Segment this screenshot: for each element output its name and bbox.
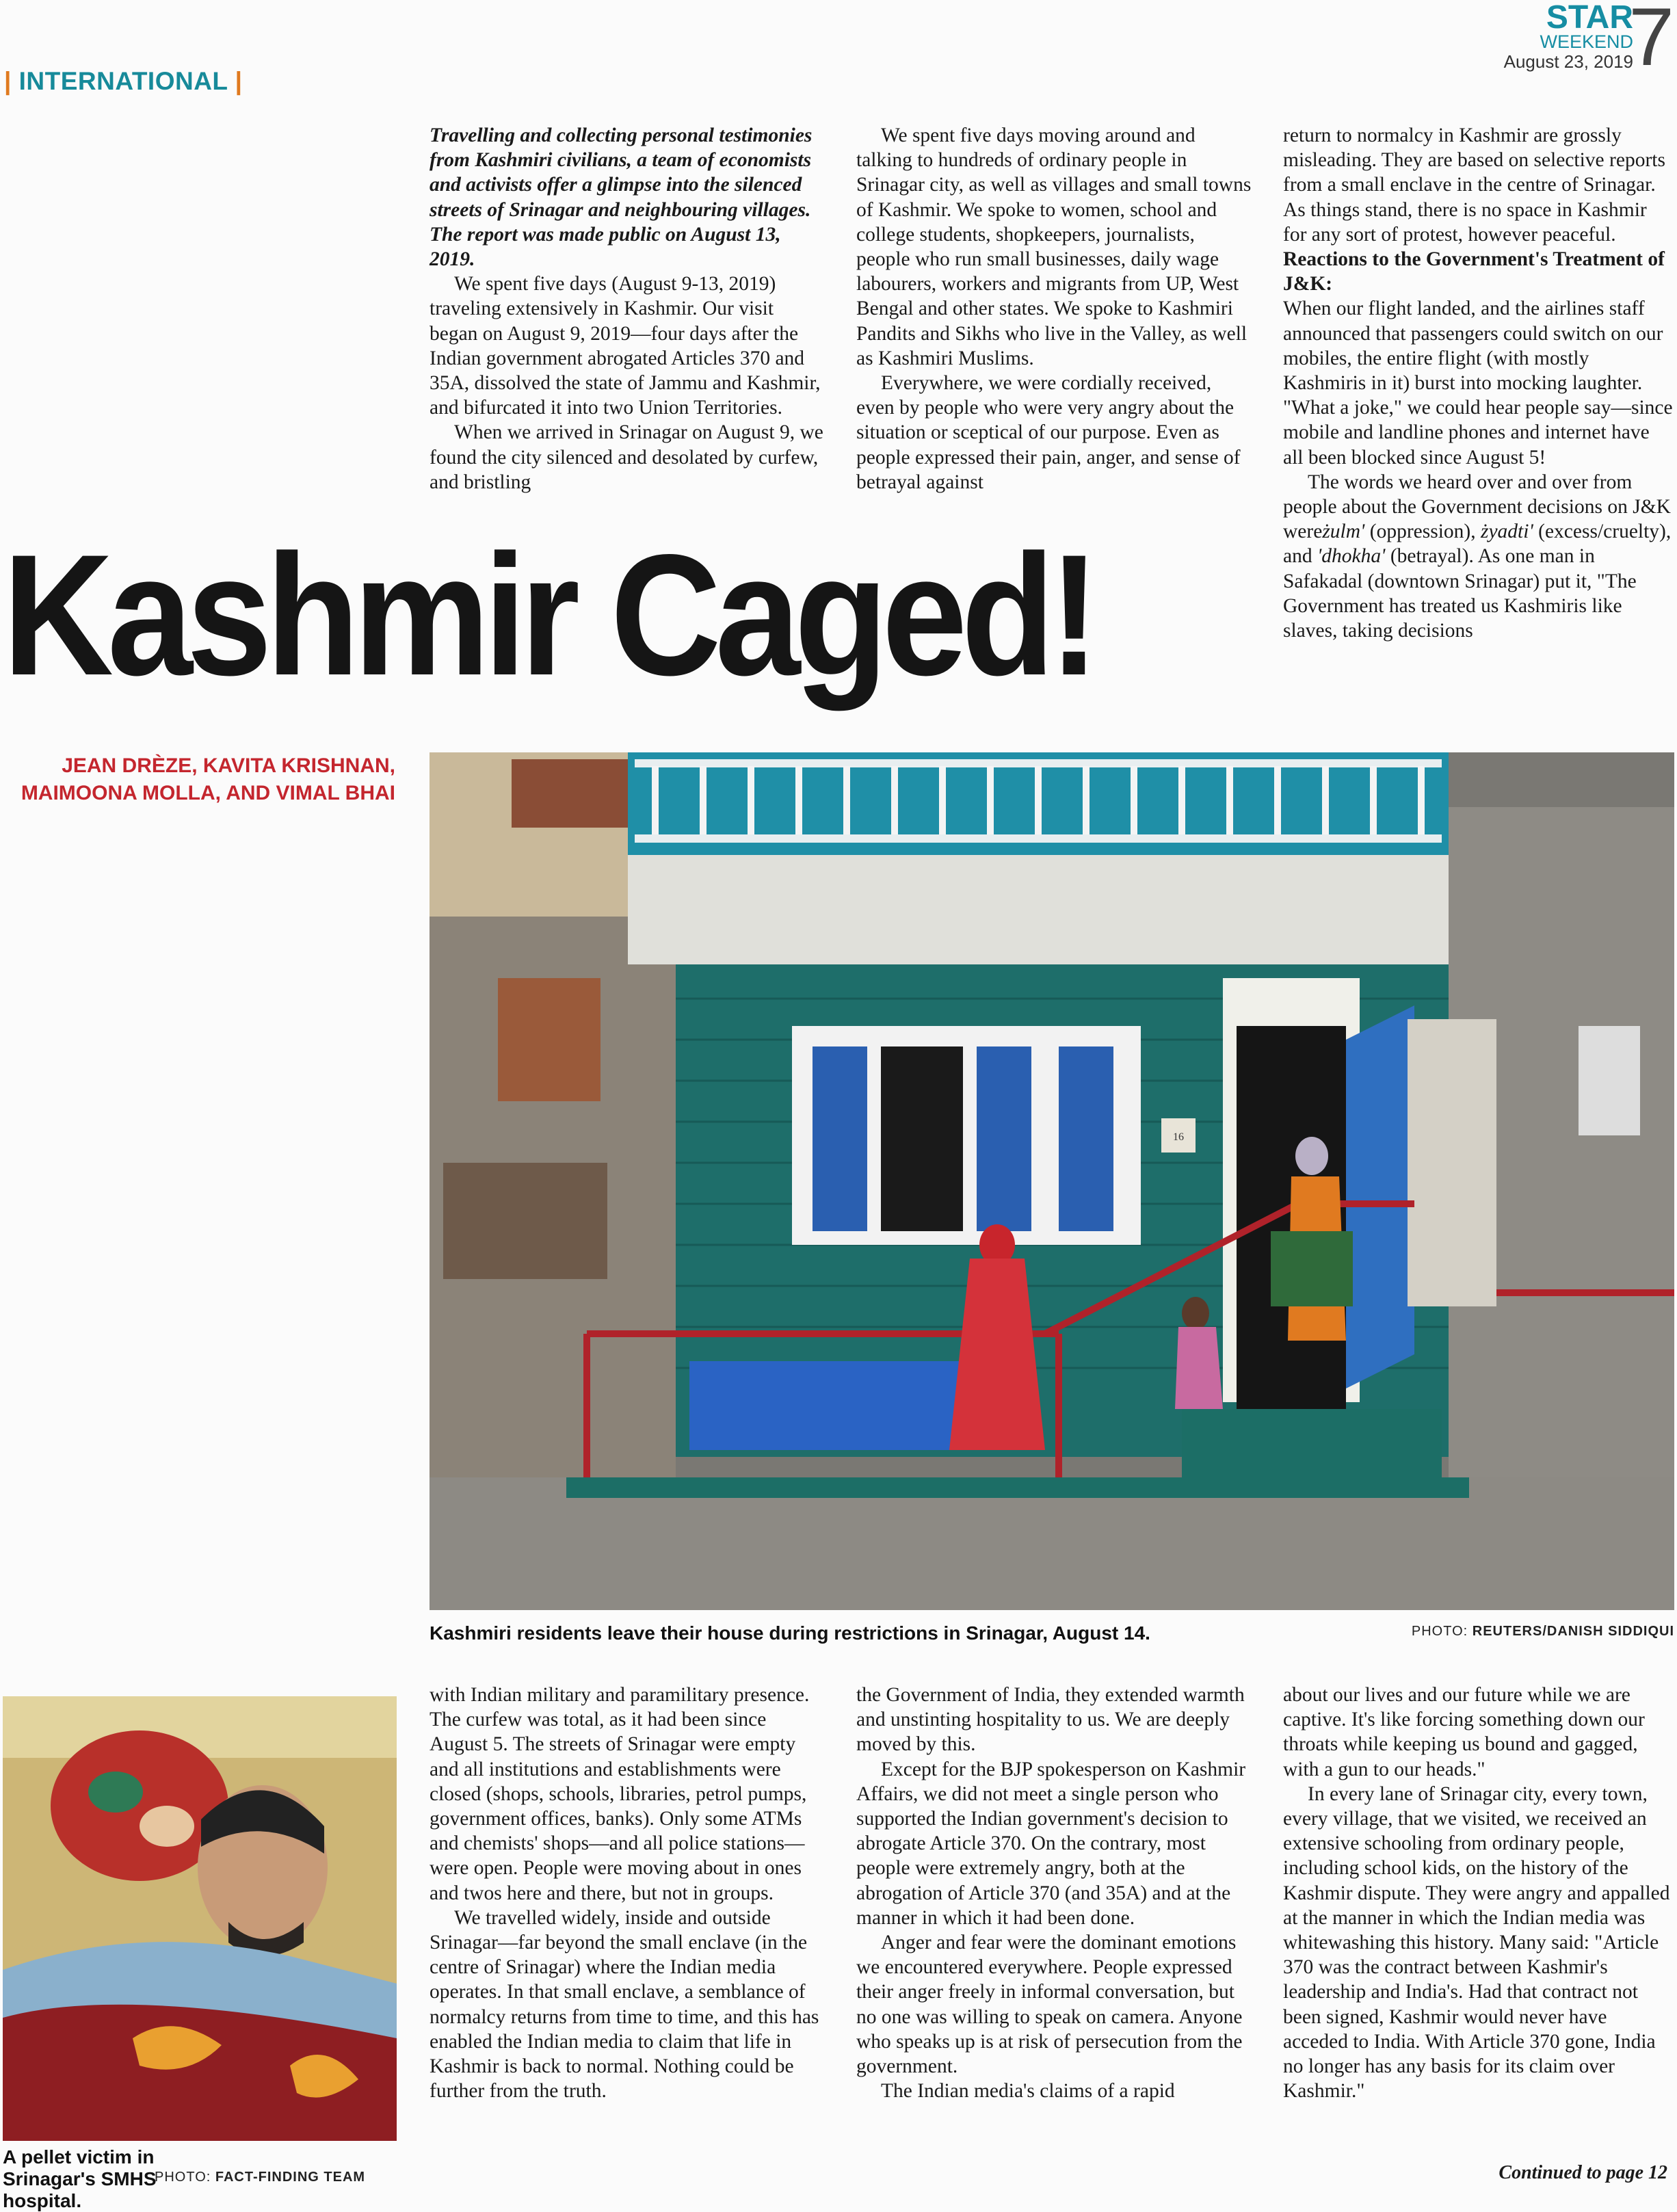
masthead xyxy=(1503,0,1633,73)
bottom-column-1 xyxy=(430,1683,826,2103)
headline: Kashmir Caged! xyxy=(3,519,1094,711)
masthead-brand: STAR xyxy=(1546,0,1633,36)
meter-sign: 16 xyxy=(1173,1131,1184,1143)
paragraph: We travelled widely, inside and outside Srinagar—far beyond the small enclave (in the centre of Srinagar) where the Indian media operates. In that small enclave, a semblance of normalcy returns from time to time, and this has enabled the Indian media to claim that life in Kashmir is back to normal. Nothing could be further from the truth. xyxy=(430,1906,819,2103)
main-photo xyxy=(430,752,1674,1610)
top-column-2 xyxy=(856,123,1253,495)
paragraph: We spent five days moving around and talking to hundreds of ordinary people in Srinagar city, as well as villages and small towns of Kashmir. We spoke to women, school and college students, shopkeepers, journalists, people who run small businesses, daily wage labourers, workers and migrants from UP, West Bengal and other states. We spoke to Kashmiri Pandits and Sikhs who live in the Valley, as well as Kashmiri Muslims. xyxy=(856,124,1252,369)
side-photo-credit: PHOTO: FACT-FINDING TEAM xyxy=(155,2170,366,2185)
paragraph: Except for the BJP spokesperson on Kashmir Affairs, we did not meet a single person who supported the Indian government's decision to abrogate Article 370. On the contrary, most people were extremely angry, both at the abrogation of Article 370 (and 35A) and at the manner in which it had been done. xyxy=(856,1758,1246,1929)
side-photo-caption: A pellet victim in Srinagar's SMHS hospital. xyxy=(3,2146,157,2211)
page-number: 7 xyxy=(1628,0,1674,83)
paragraph: The words we heard over and over from people about the Government decisions on J&K wereżulm' (oppression), żyadti' (excess/cruelty), and 'dhokha' (betrayal). As one man in Safakadal (downtown Srinagar) put it, "The Government has treated us Kashmiris like slaves, taking decisions xyxy=(1283,471,1672,642)
paragraph: We spent five days (August 9-13, 2019) traveling extensively in Kashmir. Our visit began on August 9, 2019—four days after the Indian government abrogated Articles 370 and 35A, dissolved the state of Jammu and Kashmir, and bifurcated it into two Union Territories. xyxy=(430,273,821,419)
top-column-3 xyxy=(1283,123,1674,643)
subhead: Reactions to the Government's Treatment of J&K: xyxy=(1283,248,1665,295)
byline-line: JEAN DRÈZE, KAVITA KRISHNAN, xyxy=(62,754,395,777)
section-label: INTERNATIONAL xyxy=(18,67,228,95)
side-photo xyxy=(3,1696,397,2141)
paragraph: When our flight landed, and the airlines staff announced that passengers could switch on our mobiles, the entire flight (with mostly Kashmiris in it) burst into mocking laughter. "What a joke," we could hear people say—since mobile and landline phones and internet have all been blocked since August 5! xyxy=(1283,298,1673,469)
paragraph: Everywhere, we were cordially received, even by people who were very angry about the situation or sceptical of our purpose. Even as people expressed their pain, anger, and sense of betrayal against xyxy=(856,372,1241,493)
paragraph: with Indian military and paramilitary presence. The curfew was total, as it had been since August 5. The streets of Srinagar were empty and all institutions and establishments were closed (shops, schools, libraries, petrol pumps, government offices, banks). Only some ATMs and chemists' shops—and all police stations—were open. People were moving about in ones and twos here and there, but not in groups. xyxy=(430,1684,810,1904)
paragraph: The Indian media's claims of a rapid xyxy=(881,2080,1175,2103)
continued-note: Continued to page 12 xyxy=(1498,2162,1667,2183)
masthead-sub: WEEKEND xyxy=(1540,31,1633,52)
main-photo-credit: PHOTO: REUTERS/DANISH SIDDIQUI xyxy=(1411,1624,1674,1639)
paragraph: about our lives and our future while we are captive. It's like forcing something down our throats while keeping us bound and gagged, with a gun to our heads." xyxy=(1283,1684,1645,1780)
byline xyxy=(0,752,395,807)
paragraph: When we arrived in Srinagar on August 9, we found the city silenced and desolated by curfew, and bristling xyxy=(430,421,823,493)
byline-line: MAIMOONA MOLLA, AND VIMAL BHAI xyxy=(21,782,395,804)
bottom-column-3 xyxy=(1283,1683,1674,2103)
paragraph: return to normalcy in Kashmir are grossly misleading. They are based on selective reports from a small enclave in the centre of Srinagar. As things stand, there is no space in Kashmir for any sort of protest, however peaceful. xyxy=(1283,124,1665,246)
patient-illustration xyxy=(3,1696,397,2141)
main-photo-caption: Kashmiri residents leave their house during restrictions in Srinagar, August 14. xyxy=(430,1622,1150,1644)
paragraph: the Government of India, they extended warmth and unstinting hospitality to us. We are deeply moved by this. xyxy=(856,1684,1245,1756)
article-intro: Travelling and collecting personal testimonies from Kashmiri civilians, a team of economists and activists offer a glimpse into the silenced streets of Srinagar and neighbouring villages. The report was made public on August 13, 2019. xyxy=(430,124,813,271)
bottom-column-2 xyxy=(856,1683,1253,2103)
paragraph: Anger and fear were the dominant emotions we encountered everywhere. People expressed their anger freely in informal conversation, but no one was willing to speak on camera. Anyone who speaks up is at risk of persecution from the government. xyxy=(856,1932,1243,2078)
section-tag: | INTERNATIONAL | xyxy=(4,67,243,95)
issue-date: August 23, 2019 xyxy=(1503,51,1633,72)
house-illustration xyxy=(430,752,1674,1610)
paragraph: In every lane of Srinagar city, every town, every village, that we visited, we received an extensive schooling from ordinary people, including school kids, on the history of the Kashmir dispute. They were angry and appalled at the manner in which the Indian media was whitewashing this history. Many said: "Article 370 was the contract between Kashmir's leadership and India's. Had that contract not been signed, Kashmir would never have acceded to India. With Article 370 gone, India no longer has any basis for its claim over Kashmir." xyxy=(1283,1782,1670,2103)
top-column-1 xyxy=(430,123,826,495)
